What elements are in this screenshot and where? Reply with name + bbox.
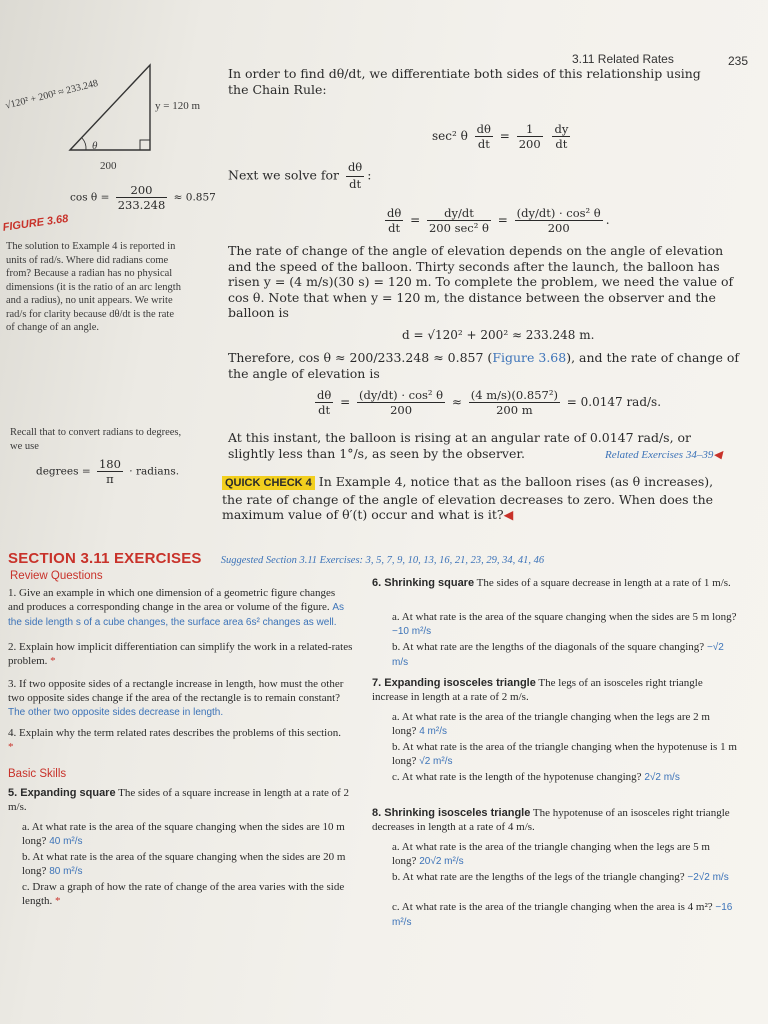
cos-prefix: cos θ =: [70, 191, 110, 204]
eq1-lhs: sec² θ: [432, 129, 468, 143]
intro-text: In order to find dθ/dt, we differentiate both sides of this relationship using the Chain Rule:: [228, 66, 701, 97]
y-label: y = 120 m: [155, 100, 201, 112]
q5-title: 5. Expanding square: [8, 787, 116, 799]
exercises-header: [8, 548, 544, 567]
q3-text: 3. If two opposite sides of a rectangle increase in length, how must the other two opposite sides change if the area of the rectangle is to remain constant?: [8, 678, 344, 704]
rate-result-equation: $\frac{d\theta}{dt}$ = $\frac{\text{(dy/dt) · cos² θ}}{200}$ ≈ $\frac{\text{(4 m/s)(0.857²)}}{200 m}$ = 0.0147 rad/s.: [317, 388, 662, 417]
note-line: The solution to Example 4 is reported in: [6, 241, 176, 252]
eq3-result: = 0.0147 rad/s.: [566, 395, 662, 409]
exercise-4: 4. Explain why the term related rates describes the problems of this section. *: [8, 727, 341, 753]
therefore-post: ), and the rate of change of the angle of elevation is: [228, 350, 739, 381]
q8-title: 8. Shrinking isosceles triangle: [372, 807, 531, 819]
note-line: of change of an angle.: [6, 322, 99, 333]
note-line: units of rad/s. Where did radians come: [6, 254, 169, 266]
exercise-8: [372, 806, 737, 834]
hypotenuse-label: √120² + 200² ≈ 233.248: [4, 77, 100, 112]
q7c-answer: 2√2 m/s: [644, 772, 680, 783]
theta-label: θ: [92, 140, 98, 152]
q7a-answer: 4 m²/s: [419, 726, 447, 737]
exercises-title: SECTION 3.11 EXERCISES: [8, 550, 202, 567]
q8b-text: b. At what rate are the lengths of the legs of the triangle changing?: [392, 871, 685, 883]
eq3-b-den: 200: [390, 403, 413, 417]
exercise-5a: [22, 820, 347, 849]
distance-equation: d = √120² + 200² ≈ 233.248 m.: [402, 328, 595, 342]
eq1-rnum: 1: [517, 122, 543, 137]
margin-note-degrees: [10, 426, 215, 453]
related-exercises-text: Related Exercises 34–39: [605, 449, 714, 461]
q7a-text: a. At what rate is the area of the triangle changing when the legs are 2 m long?: [392, 711, 710, 737]
eq1-rden2: dt: [555, 137, 568, 151]
eq1-den: dt: [477, 137, 490, 151]
q1-answer: As the side length s of a cube changes, the surface area 6s² changes as well.: [8, 602, 345, 628]
note-line: and a radius), no unit appears. We write: [6, 295, 173, 306]
deg-rhs: · radians.: [129, 465, 180, 478]
q7-text: The legs of an isosceles right triangle increase in length at a rate of 2 m/s.: [372, 677, 703, 703]
q8a-answer: 20√2 m²/s: [419, 856, 464, 867]
note-line: we use: [10, 440, 39, 452]
exercise-8c: [392, 900, 737, 930]
suggested-exercises: Suggested Section 3.11 Exercises: 3, 5, 7, 9, 10, 13, 16, 21, 23, 29, 34, 41, 46: [220, 555, 545, 566]
q6-title: 6. Shrinking square: [372, 577, 475, 589]
q6b-text: b. At what rate are the lengths of the diagonals of the square changing?: [392, 641, 705, 653]
note-line: Recall that to convert radians to degrees,: [10, 427, 182, 438]
eq2-c-num: (dy/dt) · cos² θ: [516, 206, 601, 220]
figure-ref-link[interactable]: Figure 3.68: [492, 350, 567, 365]
eq2-c-den: 200: [547, 221, 570, 235]
cos-den: 233.248: [117, 198, 166, 212]
q5a-answer: 40 m²/s: [49, 836, 83, 847]
eq3-b-num: (dy/dt) · cos² θ: [358, 388, 444, 402]
q8-text: The hypotenuse of an isosceles right triangle decreases in length at a rate of 4 m/s.: [372, 807, 730, 833]
cos-result: ≈ 0.857: [173, 191, 216, 204]
dtheta-dt-equation: $\frac{d\theta}{dt}$ = $\frac{dy/dt}{\text{200 sec² θ}}$ = $\frac{\text{(dy/dt) · cos² θ}}{200}$ .: [387, 206, 610, 235]
deg-num: 180: [98, 457, 121, 471]
exercise-7b: [392, 740, 737, 769]
exercise-1: [8, 586, 353, 630]
base-label: 200: [100, 160, 117, 172]
solve-text: Next we solve for: [228, 167, 339, 183]
q1-text: 1. Give an example in which one dimension of a geometric figure changes and produces a corresponding change in the area or volume of the figure.: [8, 587, 336, 613]
para-angular-rate: At this instant, the balloon is rising at an angular rate of 0.0147 rad/s, or slightly less than 1°/s, as seen by the observer.: [228, 430, 692, 461]
page-number: 235: [728, 54, 749, 68]
exercise-5: [8, 786, 353, 814]
eq3-a-num: dθ: [317, 388, 332, 402]
exercise-3: [8, 677, 358, 720]
solve-num: dθ: [346, 160, 364, 177]
q5-text: The sides of a square increase in length at a rate of 2 m/s.: [8, 787, 350, 813]
exercise-8a: [392, 840, 737, 869]
para-rate-of-change: The rate of change of the angle of elevation depends on the angle of elevation and the speed of the balloon. Thirty seconds after the launch, the balloon has risen y = (4 m/s)(30 s) = 120 m. To complete the problem, we need the value of cos θ. Note that when y = 120 m, the distance between the observer and the balloon is: [228, 243, 734, 320]
exercise-7: [372, 676, 737, 704]
margin-note-radians: [6, 240, 206, 335]
solve-den: dt: [349, 176, 362, 191]
q7b-text: b. At what rate is the area of the triangle changing when the hypotenuse is 1 m long?: [392, 741, 737, 767]
eq1-equals: =: [499, 129, 510, 143]
cos-num: 200: [116, 183, 168, 198]
q8c-answer: −16 m²/s: [392, 902, 733, 928]
deg-lhs: degrees =: [36, 465, 91, 478]
note-line: dimensions (it is the ratio of an arc length: [6, 281, 181, 293]
q7c-text: c. At what rate is the length of the hypotenuse changing?: [392, 771, 642, 783]
q8b-answer: −2√2 m/s: [687, 872, 729, 883]
exercise-6a: [392, 610, 737, 639]
exercise-6b: [392, 640, 737, 670]
quick-check-label: QUICK CHECK 4: [222, 476, 315, 490]
q8a-text: a. At what rate is the area of the triangle changing when the legs are 5 m long?: [392, 841, 710, 867]
quick-check: QUICK CHECK 4 In Example 4, notice that as the balloon rises (as θ increases), the rate of change of the angle of elevation decreases to zero. When does the maximum value of θ′(t) occur and what is it?◀: [222, 474, 714, 522]
exercise-7c: [392, 770, 737, 785]
exercise-7a: [392, 710, 737, 739]
exercise-5c: c. Draw a graph of how the rate of change of the area varies with the side length. *: [22, 881, 345, 907]
therefore-pre: Therefore, cos θ ≈ 200/233.248 ≈ 0.857 (: [228, 350, 493, 365]
q2-text: 2. Explain how implicit differentiation can simplify the work in a related-rates problem.: [8, 641, 353, 667]
q7b-answer: √2 m²/s: [419, 756, 453, 767]
eq2-b-den: 200 sec² θ: [428, 221, 489, 235]
q6a-answer: −10 m²/s: [392, 626, 432, 637]
solve-for-text: Next we solve for $\frac{d\theta}{dt}$ :: [228, 160, 372, 191]
cos-equation: [70, 183, 216, 212]
note-line: from? Because a radian has no physical: [6, 268, 173, 279]
note-line: rad/s for clarity because dθ/dt is the rate: [6, 308, 175, 320]
q5b-text: b. At what rate is the area of the square changing when the sides are 20 m long?: [22, 851, 346, 877]
chain-rule-equation: [432, 122, 573, 151]
eq1-num: dθ: [476, 122, 491, 136]
q7-title: 7. Expanding isosceles triangle: [372, 677, 536, 689]
q5a-text: a. At what rate is the area of the square changing when the sides are 10 m long?: [22, 821, 345, 847]
related-exercises-link[interactable]: Related Exercises 34–39◀: [605, 449, 722, 461]
degree-conversion: [36, 457, 179, 486]
q4-text: 4. Explain why the term related rates describes the problems of this section.: [8, 727, 341, 739]
triangle-figure: [0, 55, 230, 175]
q3-answer: The other two opposite sides decrease in length.: [8, 707, 224, 718]
eq2-a-num: dθ: [387, 206, 402, 220]
q5b-answer: 80 m²/s: [49, 866, 83, 877]
figure-label: FIGURE 3.68: [2, 212, 70, 234]
eq3-c-den: 200 m: [496, 403, 533, 417]
exercise-2: 2. Explain how implicit differentiation can simplify the work in a related-rates problem. *: [8, 641, 353, 667]
exercise-8b: [392, 870, 737, 885]
q6b-answer: −√2 m/s: [392, 642, 724, 668]
running-header: 3.11 Related Rates: [572, 52, 674, 66]
q6-text: The sides of a square decrease in length at a rate of 1 m/s.: [476, 577, 731, 589]
eq2-a-den: dt: [388, 221, 401, 235]
therefore-text: [228, 350, 740, 381]
eq1-rnum2: dy: [554, 122, 569, 136]
quick-check-text: In Example 4, notice that as the balloon rises (as θ increases), the rate of change of the angle of elevation decreases to zero. When does the maximum value of θ′(t) occur and what is it?: [222, 474, 714, 522]
review-questions-heading: Review Questions: [10, 570, 103, 582]
q5c-text: c. Draw a graph of how the rate of change of the area varies with the side length.: [22, 881, 345, 907]
exercise-5b: [22, 850, 347, 879]
exercise-6: [372, 576, 732, 590]
eq3-c-num: (4 m/s)(0.857²): [470, 388, 558, 402]
eq2-b-num: dy/dt: [427, 206, 491, 221]
q6a-text: a. At what rate is the area of the square changing when the sides are 5 m long?: [392, 611, 737, 623]
q8c-text: c. At what rate is the area of the triangle changing when the area is 4 m²?: [392, 901, 713, 913]
eq1-rden: 200: [518, 137, 541, 151]
eq3-a-den: dt: [318, 403, 331, 417]
deg-den: π: [106, 472, 114, 486]
basic-skills-heading: Basic Skills: [8, 768, 67, 780]
